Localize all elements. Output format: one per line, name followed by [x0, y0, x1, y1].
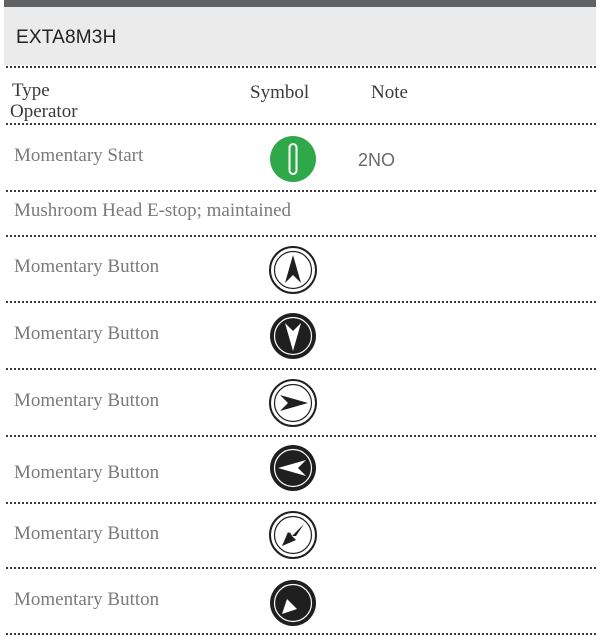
row-label: Momentary Button [14, 323, 160, 344]
separator [6, 123, 596, 125]
arrow-right-white-icon [268, 378, 318, 428]
arrow-down-left-black-icon [268, 578, 318, 628]
separator [6, 190, 596, 192]
top-border-bar [4, 0, 596, 7]
row-label: Momentary Button [14, 523, 160, 544]
separator [6, 368, 596, 370]
row-label: Momentary Button [14, 589, 160, 610]
separator [6, 301, 596, 303]
header-symbol: Symbol [250, 82, 310, 103]
green-start-icon [268, 134, 318, 184]
row-label: Momentary Start [14, 145, 144, 166]
separator [6, 633, 596, 635]
header-type: Type [12, 80, 50, 101]
row-label: Momentary Button [14, 462, 160, 483]
header-note: Note [371, 82, 408, 103]
product-title: EXTA8M3H [16, 27, 117, 48]
row-label: Momentary Button [14, 390, 160, 411]
separator [6, 567, 596, 569]
separator [6, 435, 596, 437]
arrow-down-left-white-icon [268, 510, 318, 560]
title-bar [4, 7, 596, 65]
row-label: Momentary Button [14, 256, 160, 277]
arrow-down-black-icon [268, 311, 318, 361]
arrow-up-white-icon [268, 245, 318, 295]
separator [6, 235, 596, 237]
row-note: 2NO [358, 150, 396, 170]
separator [6, 66, 596, 68]
arrow-left-black-icon [268, 443, 318, 493]
header-operator: Operator [10, 101, 78, 122]
row-label: Mushroom Head E-stop; maintained [14, 200, 292, 221]
separator [6, 502, 596, 504]
